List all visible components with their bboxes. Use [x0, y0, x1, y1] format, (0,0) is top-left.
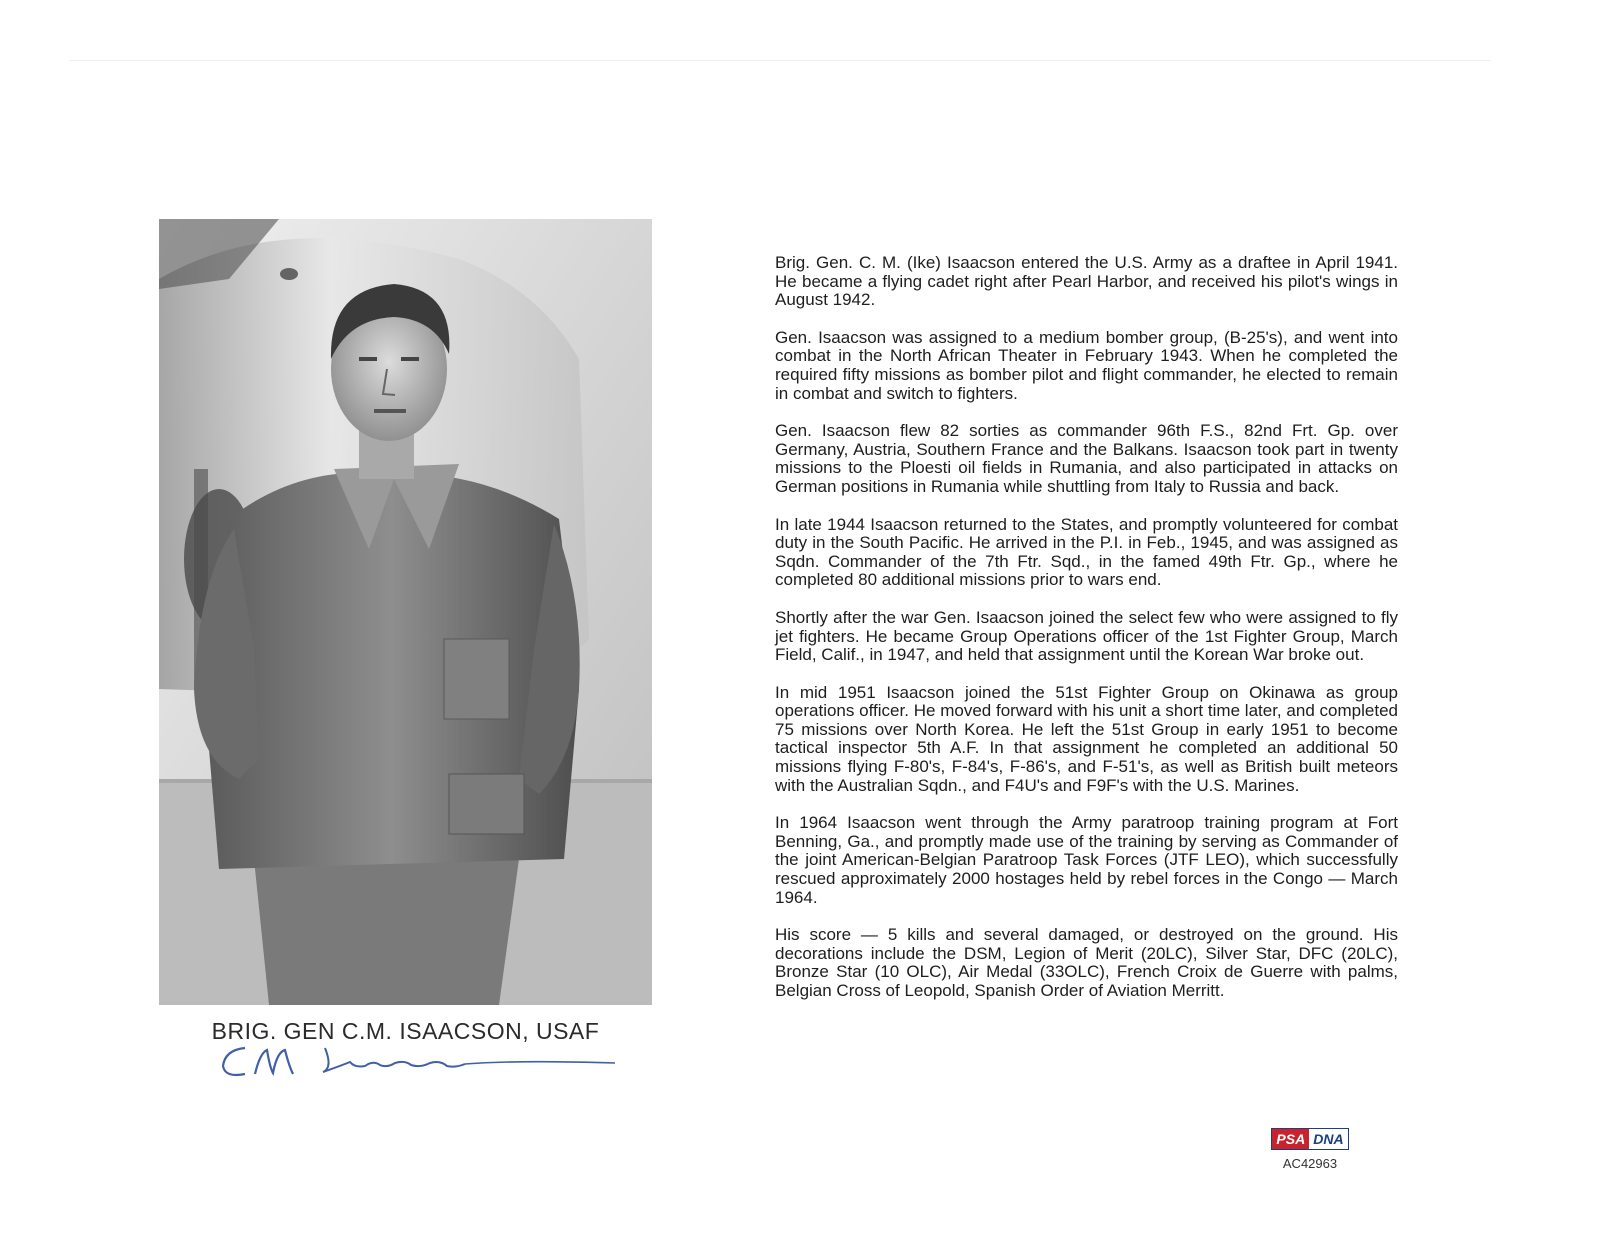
bio-paragraph: In late 1944 Isaacson returned to the States, and promptly volunteered for combat duty in the South Pacific. He arrived in the P.I. in Feb., 1945, and was assigned as Sqdn. Commander of the 7th Ftr. Sqd., in the famed 49th Ftr. Gp., where he completed 80 additional missions prior to wars end. — [775, 514, 1398, 590]
bio-paragraph: Brig. Gen. C. M. (Ike) Isaacson entered the U.S. Army as a draftee in April 1941. He became a flying cadet right after Pearl Harbor, and received his pilot's wings in August 1942. — [775, 253, 1398, 310]
bio-paragraph: In mid 1951 Isaacson joined the 51st Fighter Group on Okinawa as group operations officer. He moved forward with his unit a short time later, and completed 75 missions over North Korea. He left the 51st Group in early 1951 to become tactical inspector 5th A.F. In that assignment he completed an additional 50 missions flying F-80's, F-84's, F-86's, and F-51's, as well as British built meteors with the Australian Sqdn., and F4U's and F9F's with the U.S. Marines. — [775, 682, 1398, 795]
dna-logo-text: DNA — [1309, 1129, 1347, 1149]
certificate-number: AC42963 — [1282, 1156, 1338, 1171]
photo-caption: BRIG. GEN C.M. ISAACSON, USAF — [211, 1018, 600, 1044]
biography-text — [775, 254, 1398, 1020]
authentication-sticker — [1262, 1128, 1358, 1171]
bio-paragraph: His score — 5 kills and several damaged, or destroyed on the ground. His decorations include the DSM, Legion of Merit (20LC), Silver Star, DFC (20LC), Bronze Star (10 OLC), Air Medal (33OLC), French Croix de Guerre with palms, Belgian Cross of Leopold, Spanish Order of Aviation Merritt. — [775, 925, 1398, 1000]
psa-dna-logo — [1271, 1128, 1348, 1150]
page-top-rule — [70, 60, 1490, 61]
bio-paragraph: Gen. Isaacson flew 82 sorties as commander 96th F.S., 82nd Frt. Gp. over Germany, Austria, Southern France and the Balkans. Isaacson took part in twenty missions to the Ploesti oil fields in Rumania, and also participated in attacks on German positions in Rumania while shuttling from Italy to Russia and back. — [775, 421, 1398, 496]
portrait-photo — [159, 219, 652, 1005]
bio-paragraph: Shortly after the war Gen. Isaacson joined the select few who were assigned to fly jet fighters. He became Group Operations officer of the 1st Fighter Group, March Field, Calif., in 1947, and held that assignment until the Korean War broke out. — [775, 607, 1398, 665]
autograph-signature — [215, 1038, 625, 1083]
bio-paragraph: In 1964 Isaacson went through the Army paratroop training program at Fort Benning, Ga., and promptly made use of the training by serving as Commander of the joint American-Belgian Paratroop Task Forces (JTF LEO), which successfully rescued approximately 2000 hostages held by rebel forces in the Congo — March 1964. — [775, 813, 1398, 907]
portrait-illustration — [159, 219, 652, 1005]
bio-paragraph: Gen. Isaacson was assigned to a medium bomber group, (B-25's), and went into combat in the North African Theater in February 1943. When he completed the required fifty missions as bomber pilot and flight commander, he elected to remain in combat and switch to fighters. — [775, 327, 1398, 403]
psa-logo-text: PSA — [1272, 1129, 1309, 1149]
